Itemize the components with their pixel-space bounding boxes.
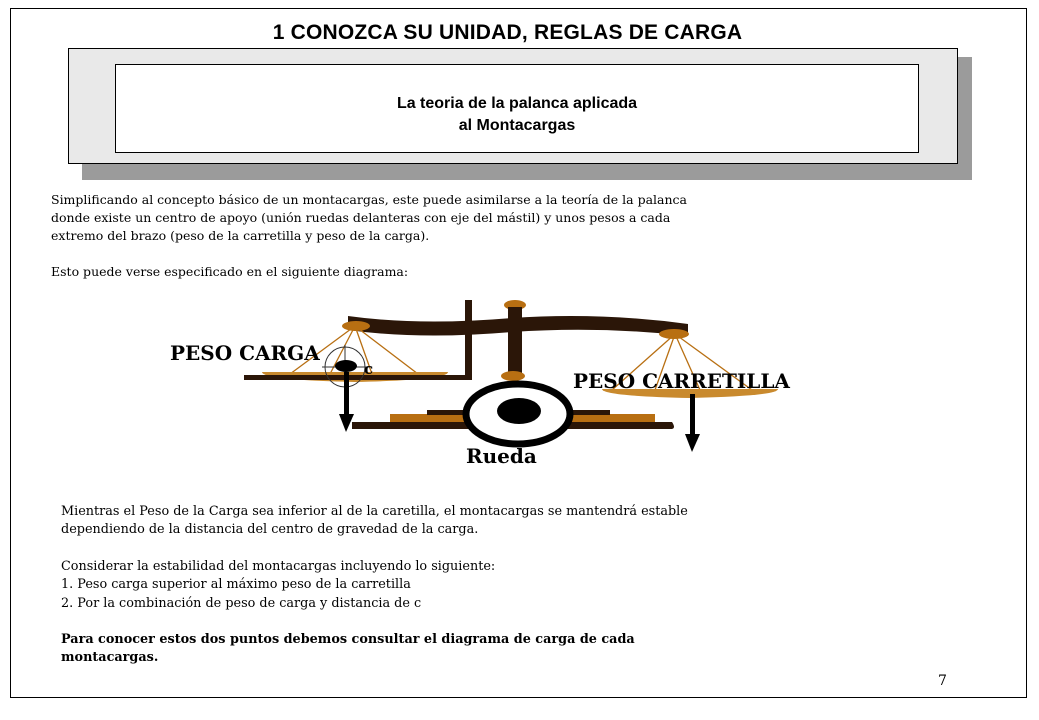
page-title: 1 CONOZCA SU UNIDAD, REGLAS DE CARGA bbox=[272, 21, 743, 44]
body-paragraph bbox=[61, 503, 721, 668]
center-of-gravity-dot bbox=[335, 360, 357, 372]
truck-arrow bbox=[685, 394, 700, 452]
page-number: 7 bbox=[938, 673, 947, 689]
left-arm bbox=[244, 375, 472, 380]
note-line-2: montacargas. bbox=[61, 650, 159, 666]
label-c: c bbox=[364, 360, 374, 378]
base-top-right bbox=[570, 410, 610, 415]
label-peso-carga: PESO CARGA bbox=[170, 341, 320, 365]
intro-line-1: Simplificando al concepto básico de un montacargas, este puede asimilarse a la teoría de la palanca bbox=[51, 192, 687, 207]
banner-line-1: La teoria de la palanca aplicada bbox=[396, 95, 638, 112]
central-pillar bbox=[508, 307, 522, 377]
base-top-left bbox=[427, 410, 467, 415]
banner-line-2: al Montacargas bbox=[458, 117, 576, 134]
intro-line-4: Esto puede verse especificado en el siguiente diagrama: bbox=[51, 264, 409, 279]
body-line-2: dependiendo de la distancia del centro de gravedad de la carga. bbox=[61, 522, 479, 538]
body-line-3: Considerar la estabilidad del montacargas incluyendo lo siguiente: bbox=[61, 558, 496, 574]
list-item-2: 2. Por la combinación de peso de carga y distancia de c bbox=[61, 595, 422, 611]
label-rueda: Rueda bbox=[466, 444, 537, 468]
intro-line-2: donde existe un centro de apoyo (unión ruedas delanteras con eje del mástil) y unos pesos a cada bbox=[51, 210, 671, 225]
right-pan-knob bbox=[659, 329, 689, 339]
intro-line-3: extremo del brazo (peso de la carretilla y peso de la carga). bbox=[51, 228, 430, 243]
left-post bbox=[465, 300, 472, 380]
list-item-1: 1. Peso carga superior al máximo peso de la carretilla bbox=[61, 577, 411, 593]
wheel-hub bbox=[497, 398, 541, 424]
body-line-1: Mientras el Peso de la Carga sea inferior al de la caretilla, el montacargas se mantendrá estable bbox=[61, 504, 688, 519]
left-pan-knob bbox=[342, 321, 370, 331]
pivot-knob bbox=[501, 371, 525, 381]
note-line-1: Para conocer estos dos puntos debemos consultar el diagrama de carga de cada bbox=[61, 632, 635, 648]
label-peso-carretilla: PESO CARRETILLA bbox=[573, 369, 790, 393]
